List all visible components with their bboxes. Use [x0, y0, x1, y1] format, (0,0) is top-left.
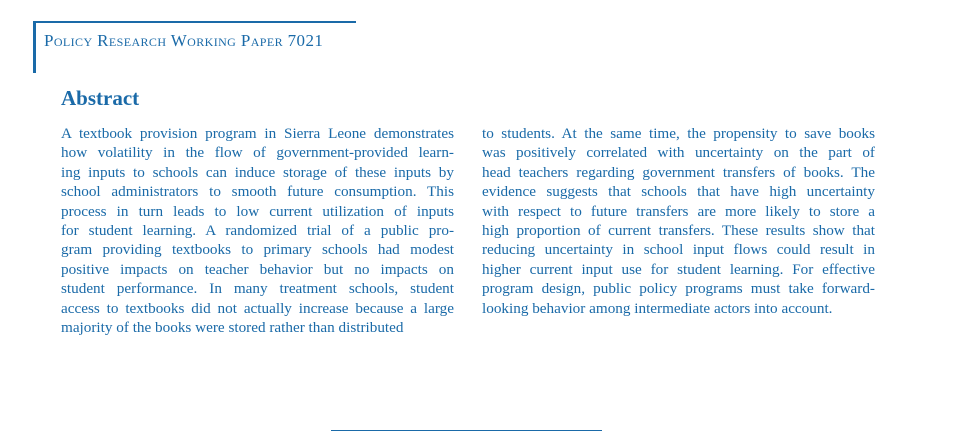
series-title: Policy Research Working Paper 7021: [44, 31, 324, 50]
abstract-line: A textbook provision program in Sierra Leone demonstrates: [61, 125, 454, 142]
footer-rule: [331, 430, 602, 431]
header-rule-vertical: [33, 21, 36, 73]
abstract-heading: Abstract: [61, 86, 140, 110]
abstract-line: looking behavior among intermediate actors into account.: [482, 299, 833, 317]
abstract-line: higher current input use for student learning. For effective: [482, 260, 875, 278]
abstract-line: student performance. In many treatment schools, student: [61, 280, 454, 298]
abstract-line: was positively correlated with uncertainty on the part of: [482, 144, 875, 162]
abstract-line: with respect to future transfers are more likely to store a: [482, 202, 875, 220]
abstract-line: for student learning. A randomized trial of a public pro-: [61, 221, 454, 239]
abstract-line: reducing uncertainty in school input flows could result in: [482, 241, 875, 259]
abstract-line: evidence suggests that schools that have high uncertainty: [482, 183, 875, 201]
abstract-right-column: [482, 124, 875, 318]
abstract-line: access to textbooks did not actually increase because a large: [61, 299, 454, 317]
abstract-line: how volatility in the flow of government-provided learn-: [61, 144, 454, 162]
abstract-line: program design, public policy programs must take forward-: [482, 280, 875, 298]
abstract-line: to students. At the same time, the propensity to save books: [482, 125, 875, 142]
abstract-line: high proportion of current transfers. These results show that: [482, 221, 875, 239]
abstract-line: gram providing textbooks to primary schools had modest: [61, 241, 454, 259]
abstract-left-column: [61, 124, 454, 337]
abstract-line: ing inputs to schools can induce storage of these inputs by: [61, 163, 454, 181]
header-rule-horizontal: [33, 21, 356, 23]
abstract-line: process in turn leads to low current utilization of inputs: [61, 202, 454, 220]
abstract-line: head teachers regarding government transfers of books. The: [482, 163, 875, 181]
abstract-line: school administrators to smooth future consumption. This: [61, 183, 454, 201]
abstract-line: positive impacts on teacher behavior but no impacts on: [61, 260, 454, 278]
abstract-line: majority of the books were stored rather than distributed: [61, 318, 404, 336]
